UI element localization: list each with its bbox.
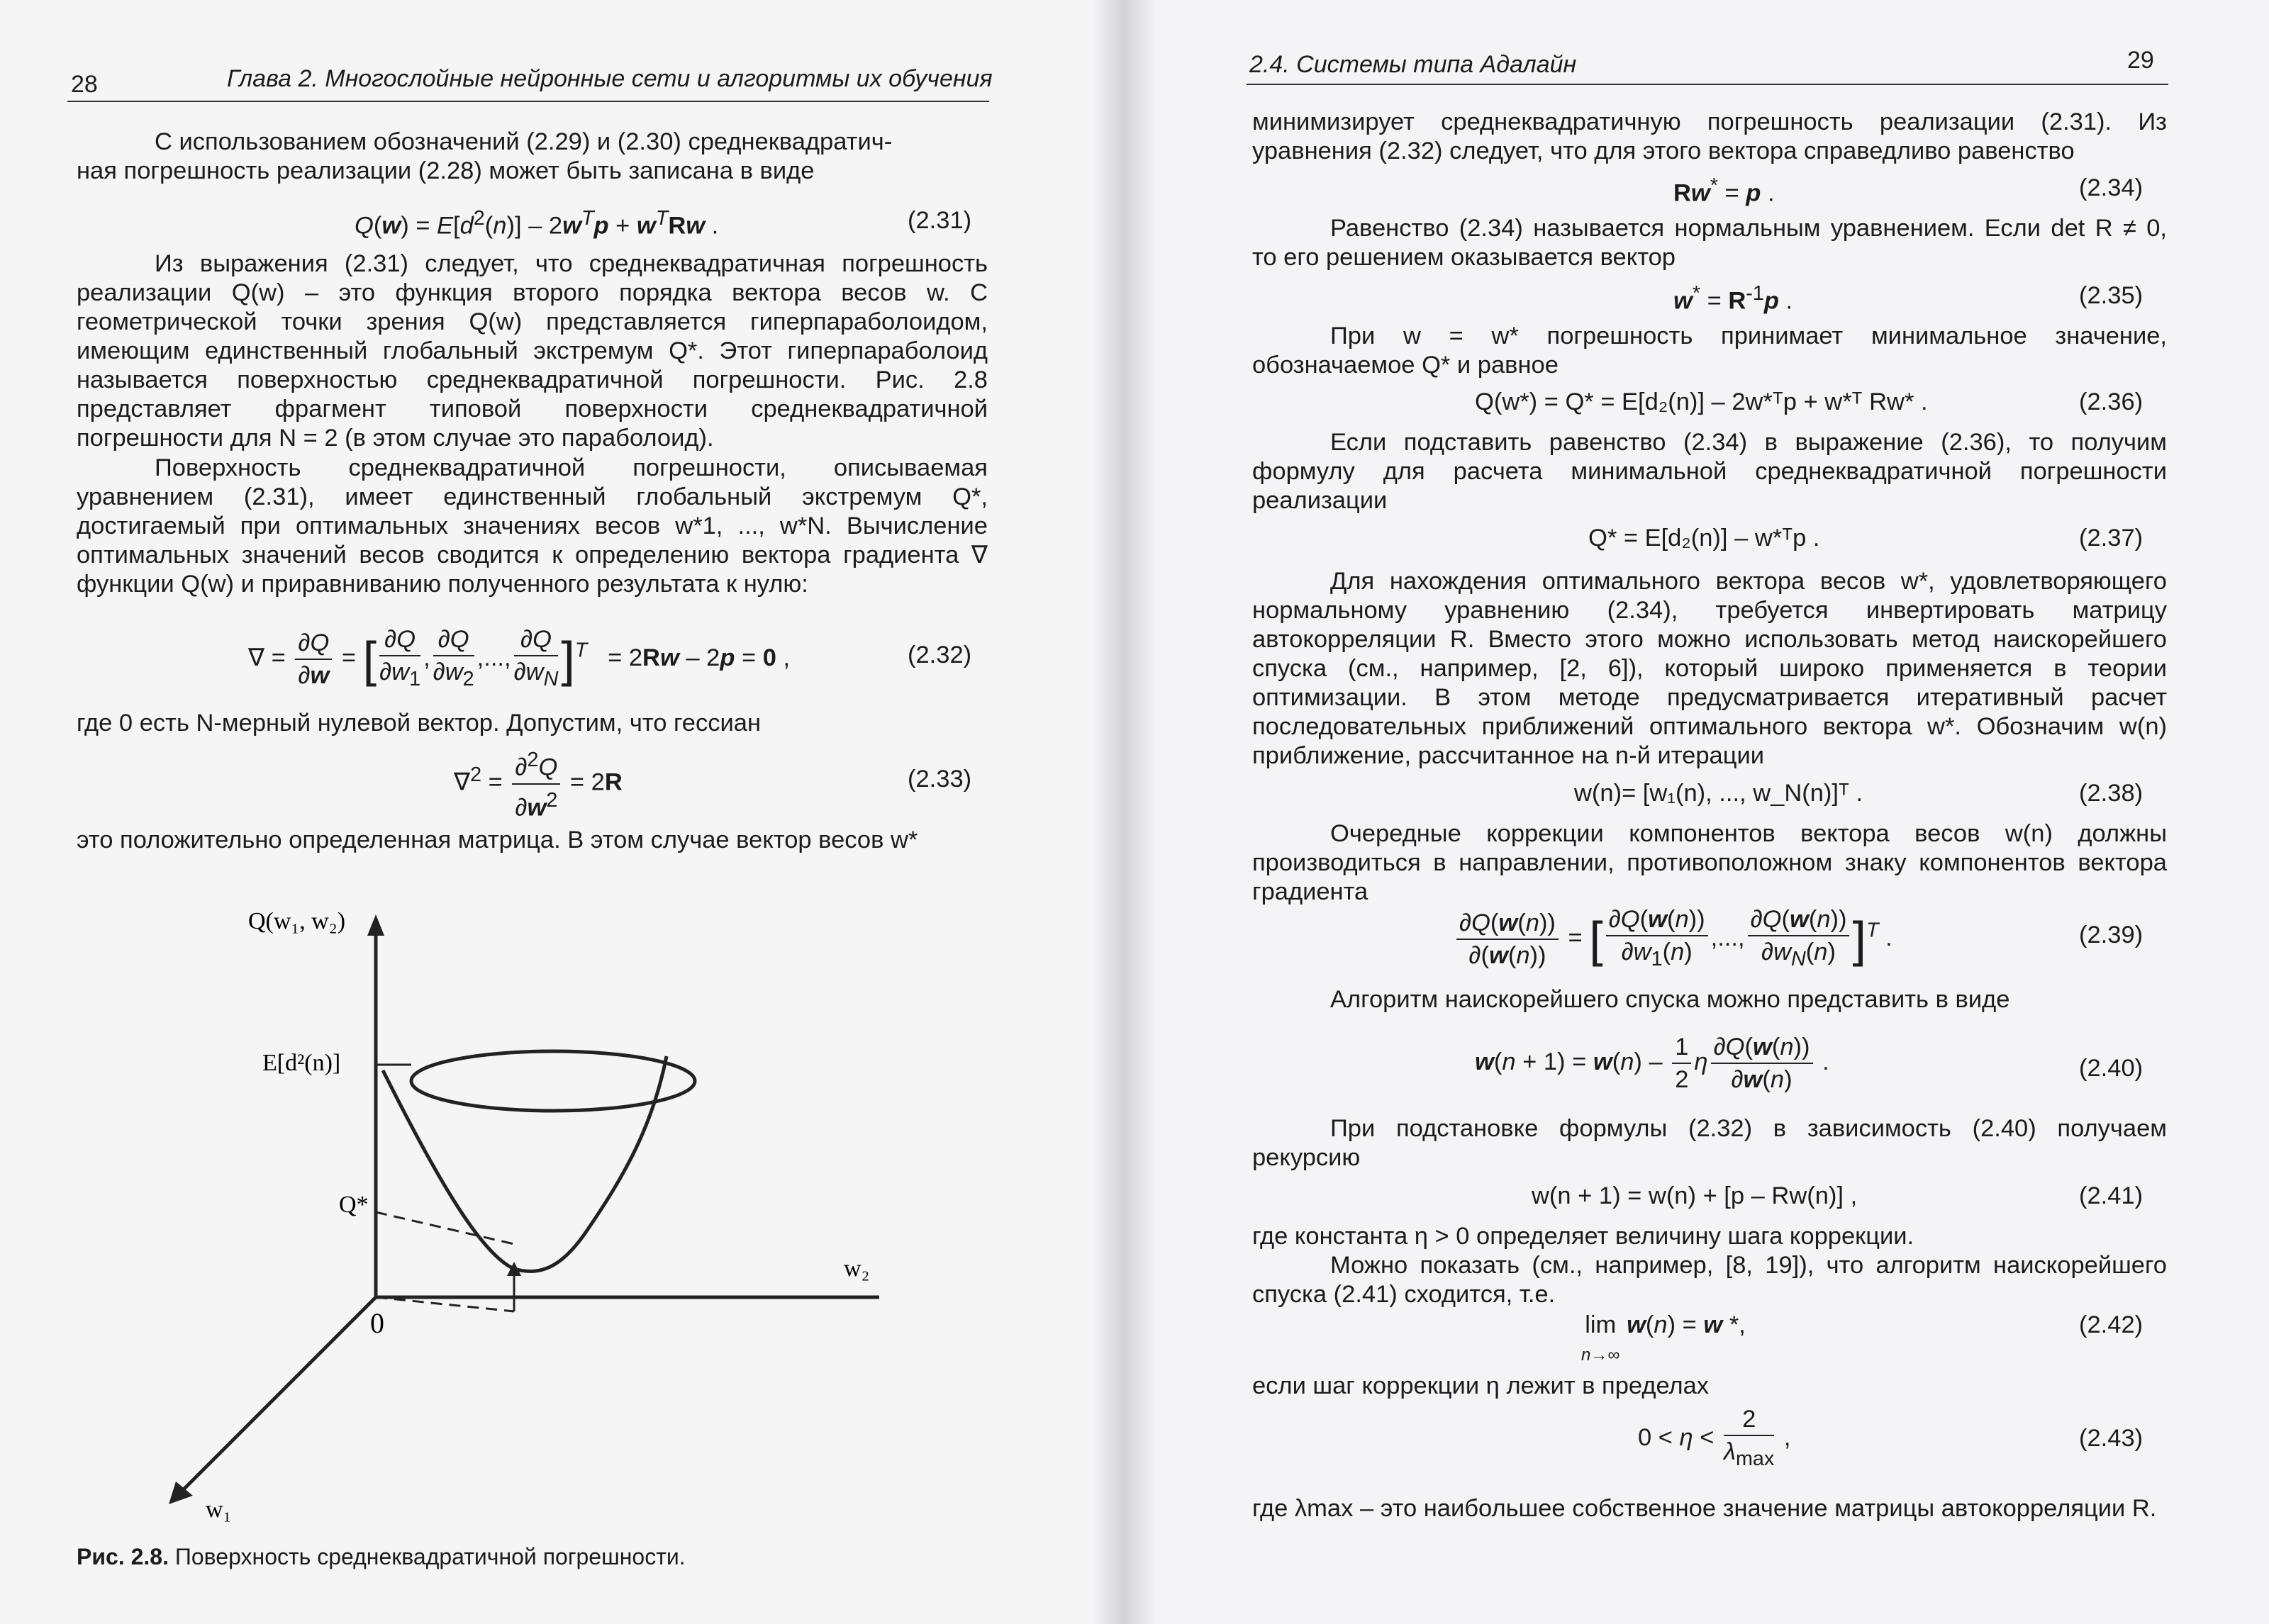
equation-2-37: Q* = E[d₂(n)] – w*ᵀp . [1588, 525, 1820, 551]
axis-w1-label: w₁ [206, 1496, 232, 1523]
figure-caption-label: Рис. 2.8. [77, 1544, 169, 1569]
equation-2-36: Q(w*) = Q* = E[d₂(n)] – 2w*ᵀp + w*ᵀ Rw* . [1475, 388, 1928, 415]
equation-number-2-43: (2.43) [2079, 1425, 2143, 1452]
equation-2-34: Rw* = p . [1673, 174, 1775, 207]
label-origin: 0 [370, 1307, 384, 1339]
equation-2-40: w(n + 1) = w(n) – $\frac{1}{2}$ η $\frac{\partial Q(w(n))}{\partial w(n)}$ . [1475, 1031, 1829, 1095]
right-paragraph-8: При подстановке формулы (2.32) в зависимость (2.40) получаем рекурсию [1252, 1115, 2167, 1171]
figure-caption [77, 1544, 686, 1570]
right-page [1120, 0, 2269, 1624]
equation-2-31: $Q(w) = E[d^2(n)] - 2w^Tp + w^TRw$ . [355, 207, 719, 240]
right-paragraph-2: Равенство (2.34) называется нормальным уравнением. Если det R ≠ 0, то его решением оказывается вектор [1252, 215, 2167, 271]
right-header-rule [1247, 84, 2168, 85]
equation-number-2-42: (2.42) [2079, 1311, 2143, 1338]
equation-number-2-40: (2.40) [2079, 1055, 2143, 1082]
right-paragraph-4: Если подставить равенство (2.34) в выражение (2.36), то получим формулу для расчета минимальной среднеквадратичной погрешности реализации [1252, 429, 2167, 514]
equation-2-33: ∇$^2$ = $\frac{\partial^2Q}{\partial w^2}$ = 2R [454, 744, 623, 823]
equation-number-2-31: (2.31) [908, 207, 972, 234]
right-running-header: 2.4. Системы типа Адалайн [1249, 51, 1577, 78]
left-page-number: 28 [71, 71, 98, 98]
right-paragraph-12: где λmax – это наибольшее собственное значение матрицы автокорреляции R. [1252, 1495, 2157, 1522]
right-paragraph-6: Очередные коррекции компонентов вектора весов w(n) должны производиться в направлении, противоположном знаку компонентов вектора градиента [1252, 820, 2167, 905]
equation-number-2-38: (2.38) [2079, 780, 2143, 807]
equation-2-41: w(n + 1) = w(n) + [p – Rw(n)] , [1532, 1182, 1858, 1209]
axis-q-label: Q(w₁, w₂) [248, 908, 346, 934]
right-page-number: 29 [2127, 47, 2154, 74]
equation-number-2-33: (2.33) [908, 766, 972, 793]
right-paragraph-10: Можно показать (см., например, [8, 19]), что алгоритм наискорейшего спуска (2.41) сходится, т.е. [1252, 1252, 2167, 1308]
right-paragraph-5: Для нахождения оптимального вектора весов w*, удовлетворяющего нормальному уравнению (2.34), требуется инвертировать матрицу автокорреляции R. Вместо этого можно использовать метод наискорейшего спуска (см., например, [2, 6]), который широко применяется в теории оптимизации. В этом методе предусматривается итеративный расчет последовательных приближений оптимального вектора w*. Обозначим w(n) приближение, рассчитанное на n-й итерации [1252, 568, 2167, 769]
axis-w1 [177, 1297, 376, 1496]
axis-w2-label: w₂ [844, 1255, 870, 1282]
figure-caption-text: Поверхность среднеквадратичной погрешности. [174, 1544, 686, 1569]
left-paragraph-3: Поверхность среднеквадратичной погрешности, описываемая уравнением (2.31), имеет единственный глобальный экстремум Q*, достигаемый при оптимальных значениях весов w*1, ..., w*N. Вычисление оптимальных значений весов сводится к определению вектора градиента ∇ функции Q(w) и приравниванию полученного результата к нулю: [77, 454, 988, 598]
equation-2-32: ∇ = $\frac{\partial Q}{\partial w}$ = [ $\frac{\partial Q}{\partial w_1}$ , $\frac{\partial Q}{\partial w_2}$ ,..., $\frac{\partial Q}{\partial w_N}$ ]$^T$ = 2Rw – 2p = 0 , [248, 624, 790, 695]
left-paragraph-1: С использованием обозначений (2.29) и (2.30) среднеквадратич- ная погрешность реализации (2.28) может быть записана в виде [77, 128, 893, 184]
equation-number-2-37: (2.37) [2079, 525, 2143, 551]
left-paragraph-4: где 0 есть N-мерный нулевой вектор. Допустим, что гессиан [77, 710, 762, 737]
left-page [0, 0, 1120, 1624]
equation-number-2-34: (2.34) [2079, 174, 2143, 201]
equation-number-2-36: (2.36) [2079, 388, 2143, 415]
equation-2-38: w(n)= [w₁(n), ..., w_N(n)]ᵀ . [1574, 780, 1863, 807]
equation-2-43: 0 < η < $\frac{2}{\lambda_{max}}$ , [1638, 1404, 1790, 1474]
label-q-star: Q* [339, 1192, 369, 1218]
equation-2-39: $\frac{\partial Q(w(n))}{\partial(w(n))}$ = [ $\frac{\partial Q(w(n))}{\partial w_1(n)}$ ,..., $\frac{\partial Q(w(n))}{\partial w_N(n)}$ ]$^T$ . [1454, 904, 1892, 975]
label-expected-d2: E[d²(n)] [262, 1050, 341, 1076]
figure-2-8-surface [142, 900, 922, 1524]
right-paragraph-3: При w = w* погрешность принимает минимальное значение, обозначаемое Q* и равное [1252, 323, 2167, 379]
right-paragraph-1: минимизирует среднеквадратичную погрешность реализации (2.31). Из уравнения (2.32) следует, что для этого вектора справедливо равенство [1252, 108, 2167, 164]
equation-2-35: $w^* = R^{-1}p$ . [1673, 282, 1793, 315]
book-gutter [1092, 0, 1156, 1624]
right-paragraph-11: если шаг коррекции η лежит в пределах [1252, 1372, 1710, 1399]
equation-number-2-35: (2.35) [2079, 282, 2143, 309]
equation-number-2-32: (2.32) [908, 642, 972, 668]
axis-q-arrow [367, 914, 384, 936]
right-paragraph-7: Алгоритм наискорейшего спуска можно представить в виде [1330, 986, 2010, 1013]
left-paragraph-5: это положительно определенная матрица. В этом случае вектор весов w* [77, 827, 918, 853]
paraboloid-rim [411, 1051, 695, 1111]
paraboloid-surface [383, 1056, 667, 1271]
minimum-dashed-w1 [376, 1297, 514, 1311]
equation-number-2-41: (2.41) [2079, 1182, 2143, 1209]
left-header-rule [67, 101, 989, 102]
right-paragraph-9: где константа η > 0 определяет величину шага коррекции. [1252, 1223, 1914, 1250]
minimum-dashed-w2 [376, 1212, 514, 1244]
equation-2-42: lim n→∞ w(n) = w *, [1581, 1311, 1746, 1365]
left-paragraph-2: Из выражения (2.31) следует, что среднеквадратичная погрешность реализации Q(w) – это функция второго порядка вектора весов w. С геометрической точки зрения Q(w) представляется гиперпараболоидом, имеющим единственный глобальный экстремум Q*. Этот гиперпараболоид называется поверхностью среднеквадратичной погрешности. Рис. 2.8 представляет фрагмент типовой поверхности среднеквадратичной погрешности для N = 2 (в этом случае это параболоид). [77, 250, 988, 452]
left-running-header: Глава 2. Многослойные нейронные сети и алгоритмы их обучения [227, 65, 993, 92]
equation-number-2-39: (2.39) [2079, 922, 2143, 948]
